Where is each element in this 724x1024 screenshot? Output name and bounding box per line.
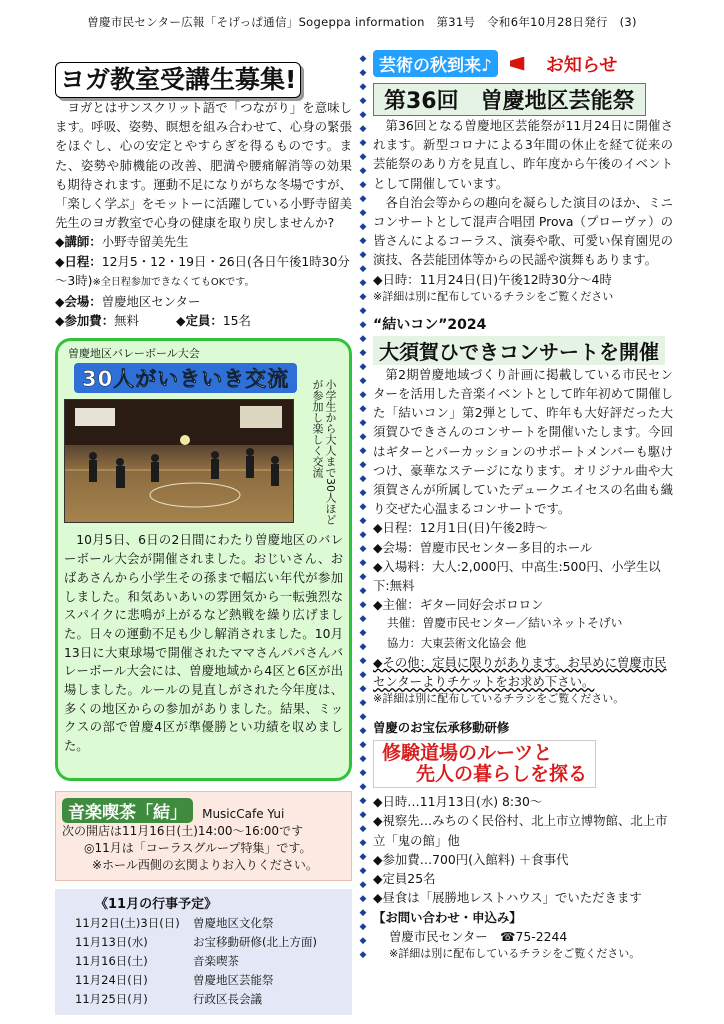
arts-header: [373, 50, 673, 77]
yoga-title: ヨガ教室受講生募集!: [55, 62, 301, 98]
volleyball-title: 30人がいきいき交流: [74, 363, 297, 393]
festival-body2: 各自治会等からの趣向を凝らした演目のほか、ミニコンサートとして混声合唱団 Prova（プローヴァ）の皆さんによるコーラス、演奏や歌、可愛い保育園児の演技、各芸能団体等からの民謡や演舞もあります。: [373, 194, 673, 268]
music-cafe-line3: ※ホール西側の玄関よりお入りください。: [92, 858, 318, 873]
music-cafe-line1: 次の開店は11月16日(土)14:00～16:00です: [62, 824, 304, 839]
trip-title: 修験道場のルーツと 先人の暮らしを探る: [373, 740, 596, 788]
trip-label: 曽慶のお宝伝承移動研修: [373, 720, 510, 736]
volleyball-box: [55, 338, 352, 781]
yoga-fee: ◆参加費：無料 ◆定員：15名: [55, 313, 251, 329]
concert-host: ◆主催：ギター同好会ボロロン: [373, 597, 544, 613]
volleyball-label: 曽慶地区バレーボール大会: [68, 347, 200, 361]
right-column: [373, 50, 673, 961]
concert-venue: ◆会場：曽慶市民センター多目的ホール: [373, 539, 593, 555]
column-divider: ◆ ◆ ◆ ◆ ◆ ◆ ◆ ◆ ◆ ◆ ◆ ◆ ◆ ◆ ◆ ◆ ◆ ◆ ◆ ◆ ◆ ◆ ◆ ◆ ◆ ◆ ◆ ◆ ◆ ◆ ◆ ◆ ◆ ◆ ◆ ◆ ◆ ◆ ◆ ◆ ◆ ◆ ◆ ◆ ◆ ◆ ◆ ◆ ◆ ◆ ◆ ◆ ◆ ◆ ◆ ◆ ◆ ◆ ◆ ◆ ◆ ◆ ◆ ◆ ◆: [359, 54, 367, 960]
concert-other: ◆その他：定員に限りがあります。お早めに曽慶市民センターよりチケットをお求め下さい。: [373, 654, 667, 690]
festival-note: ※詳細は別に配布しているチラシをご覧ください: [373, 289, 614, 303]
concert-cohost: 共催：曽慶市民センター／結いネットそげい: [387, 616, 623, 631]
music-cafe-line2: ◎11月は「コーラスグループ特集」です。: [84, 841, 312, 856]
music-cafe-title: 音楽喫茶「結」: [62, 798, 193, 823]
yoga-venue: ◆会場：曽慶地区センター: [55, 294, 201, 310]
notice-label: お知らせ: [545, 54, 618, 76]
arts-tag: 芸術の秋到来♪: [373, 50, 498, 77]
list-item: 11月24日(日) 曽慶地区芸能祭: [75, 973, 274, 988]
page-header: 曽慶市民センター広報「そげっぱ通信」Sogeppa information 第31号 令和6年10月28日発行 (3): [87, 15, 637, 29]
trip-fee: ◆参加費…700円(入館料) ＋食事代: [373, 851, 569, 867]
yoga-body: ヨガとはサンスクリット語で「つながり」を意味します。呼吸、姿勢、瞑想を組み合わせて、心身の緊張をほぐし、心の安定とやすらぎを得るものです。また、姿勢や肺機能の改善、肥満や腰痛解消等の効果も期待されます。運動不足になりがちな冬場ですが、「楽しく学ぶ」をモットーに活躍している小野寺留美先生のヨガ教室で心身の健康を取り戻しませんか?: [55, 100, 353, 231]
concert-title: 大須賀ひできコンサートを開催: [373, 336, 665, 365]
festival-title: 第36回 曽慶地区芸能祭: [373, 83, 646, 116]
trip-date: ◆日時…11月13日(水) 8:30～: [373, 794, 543, 810]
events-title: 《11月の行事予定》: [95, 897, 218, 913]
list-item: 11月16日(土) 音楽喫茶: [75, 954, 239, 969]
volleyball-caption: 小学生から大人まで30人ほどが参加し楽しく交流: [311, 379, 337, 526]
list-item: 11月25日(月) 行政区長会議: [75, 992, 262, 1007]
volleyball-photo: [64, 399, 294, 523]
trip-contact-title: 【お問い合わせ・申込み】: [373, 909, 522, 925]
concert-subtitle: “結いコン”2024: [373, 316, 487, 333]
trip-note: ※詳細は別に配布しているチラシをご覧ください。: [389, 946, 641, 960]
yoga-instructor: ◆講師：小野寺留美先生: [55, 234, 189, 250]
trip-lunch: ◆昼食は「展勝地レストハウス」でいただきます: [373, 890, 642, 906]
trip-capacity: ◆定員25名: [373, 871, 436, 887]
concert-support: 協力：大東芸術文化協会 他: [387, 636, 527, 650]
trip-contact: 曽慶市民センター ☎75-2244: [389, 928, 568, 944]
list-item: 11月2日(土)3日(日) 曽慶地区文化祭: [75, 916, 274, 931]
festival-body1: 第36回となる曽慶地区芸能祭が11月24日に開催されます。新型コロナによる3年間の休止を経て従来の芸能祭のあり方を見直し、昨年度から午後のイベントとして開催しています。: [373, 118, 673, 191]
concert-note: ※詳細は別に配布しているチラシをご覧ください。: [373, 692, 625, 706]
left-column: [55, 62, 352, 1015]
concert-date: ◆日程：12月1日(日)午後2時～: [373, 520, 548, 536]
trip-visit: ◆視察先…みちのく民俗村、北上市立博物館、北上市立「鬼の館」他: [373, 813, 668, 848]
concert-fee: ◆入場料：大人:2,000円、中高生:500円、小学生以下:無料: [373, 558, 661, 594]
concert-body: 第2期曽慶地域づくり計画に掲載している市民センターを活用した音楽イベントとして昨年初めて開催した「結いコン」第2弾として、昨年も大好評だった大須賀ひできさんのコンサートを開催いたします。今回はギターとパーカッションのサポートメンバーも駆けつけ、豪華なステージになります。オリジナル曲や大須賀さんが所属していたデュークエイセスの名曲も織り交ぜた心温まるコンサートです。: [373, 366, 673, 517]
list-item: 11月13日(水) お宝移動研修(北上方面): [75, 935, 317, 950]
yoga-schedule: ◆日程：12月5・12・19日・26日(各日午後1時30分～3時)※全日程参加できなくてもOKです。: [55, 253, 350, 288]
festival-date: ◆日時：11月24日(日)午後12時30分～4時: [373, 271, 612, 287]
music-cafe-title-en: MusicCafe Yui: [202, 807, 285, 822]
megaphone-icon: [510, 57, 534, 71]
events-box: [55, 889, 352, 1015]
volleyball-body: 10月5日、6日の2日間にわたり曽慶地区のバレーボール大会が開催されました。おじいさん、おばあさんから小学生その孫まで幅広い年代が参加しました。和気あいあいの雰囲気から一転強烈なスパイクに悲鳴が上がるなど熱戦を繰り広げました。日々の運動不足も少し解消されました。10月13日に大東球場で開催されたママさんパパさんバレーボール大会には、曽慶地域から4区と6区が出場しました。ルールの見直しがされた今年度は、多くの地区からの参加がありました。結果、ミックスの部で曽慶4区が準優勝とい功績を収めました。: [64, 533, 343, 754]
music-cafe-box: [55, 791, 352, 881]
